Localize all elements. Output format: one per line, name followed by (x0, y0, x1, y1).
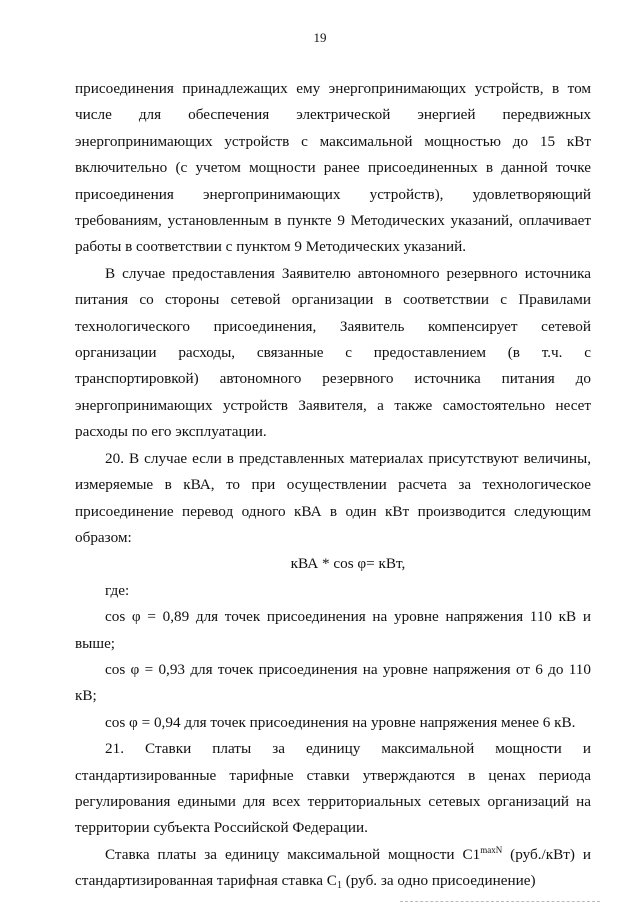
cos-phi-6-110kv: cos φ = 0,93 для точек присоединения на уровне напряжения от 6 до 110 кВ; (75, 660, 591, 705)
paragraph-continuation: присоединения принадлежащих ему энергопринимающих устройств, в том числе для обеспечения электрической энергией передвижных энергопринимающих устройств с максимальной мощностью до 15 кВт включительно (с учетом мощности ранее присоединенных в данной точке присоединения энергопринимающих устройств), удовлетворяющий требованиям, установленным в пункте 9 Методических указаний, оплачивает работы в соответствии с пунктом 9 Методических указаний. (75, 80, 591, 256)
formula-kva-kw: кВА * cos φ= кВт, (290, 555, 406, 573)
rate-text-part1: Ставка платы за единицу максимальной мощности С1 (105, 845, 481, 863)
document-body (75, 76, 591, 895)
paragraph-rate-c1 (75, 842, 591, 895)
paragraph-reserve-power: В случае предоставления Заявителю автономного резервного источника питания со стороны сетевой организации в соответствии с Правилами технологического присоединения, Заявитель компенсирует сетевой организации расходы, связанные с предоставлением (в т.ч. с транспортировкой) автономного резервного источника питания до энергопринимающих устройств Заявителя, а также самостоятельно несет расходы по его эксплуатации. (75, 264, 591, 441)
rate-superscript: maxN (480, 844, 503, 855)
rate-subscript: 1 (336, 880, 342, 892)
scan-edge-mark (400, 901, 600, 903)
rate-text-part3: (руб. за одно присоединение) (341, 872, 536, 890)
cos-phi-110kv: cos φ = 0,89 для точек присоединения на уровне напряжения 110 кВ и выше; (75, 608, 591, 652)
rate-text-part2: (руб./кВт) и стандартизированная тарифная ставка С (75, 845, 591, 890)
page-number: 19 (313, 30, 327, 45)
where-label: где: (105, 581, 130, 599)
paragraph-21: 21. Ставки платы за единицу максимальной мощности и стандартизированные тарифные ставки утверждаются в ценах периода регулирования едиными для всех территориальных сетевых организаций на территории субъекта Российской Федерации. (75, 740, 591, 837)
cos-phi-below-6kv: cos φ = 0,94 для точек присоединения на уровне напряжения менее 6 кВ. (105, 713, 576, 731)
paragraph-20: 20. В случае если в представленных материалах присутствуют величины, измеряемые в кВА, то при осуществлении расчета за технологическое присоединение перевод одного кВА в один кВт производится следующим образом: (75, 449, 591, 546)
